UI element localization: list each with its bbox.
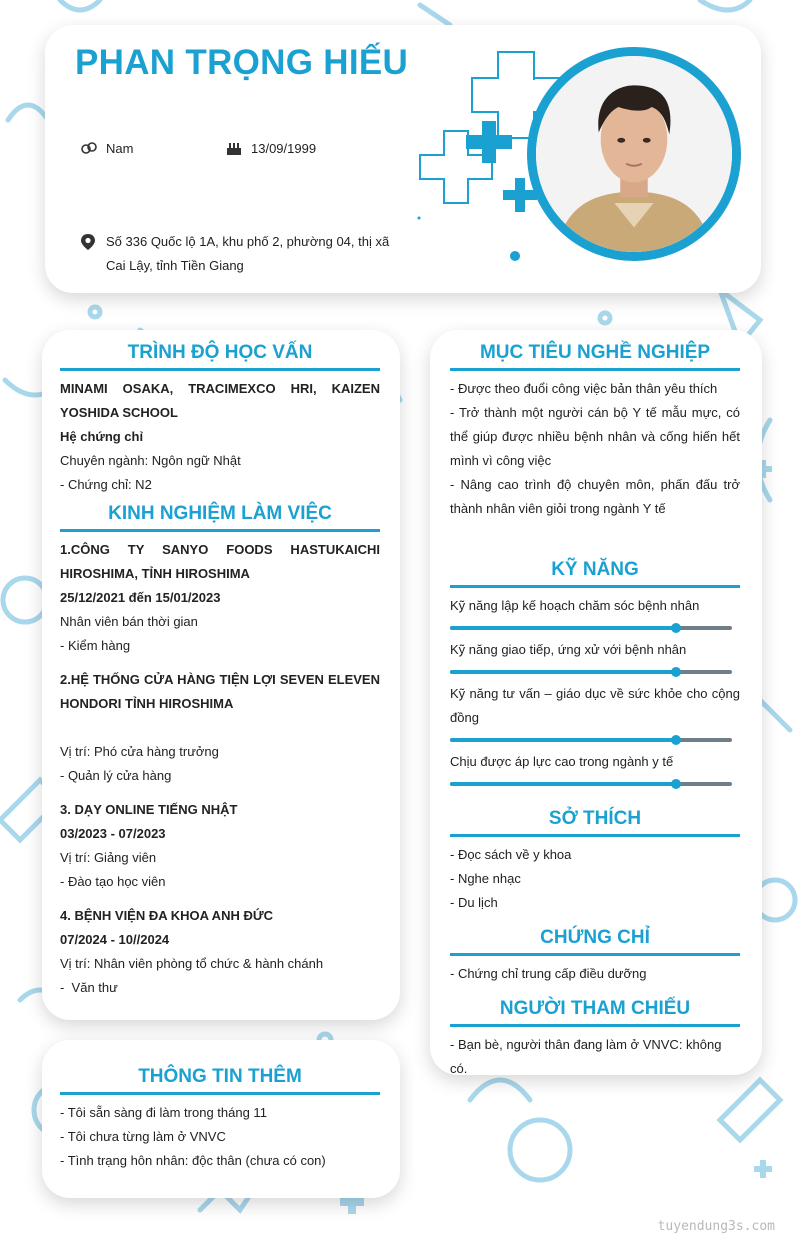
job-period: 07/2024 - 10//2024: [60, 932, 170, 947]
skill-label: Kỹ năng giao tiếp, ứng xử với bệnh nhân: [450, 642, 687, 657]
skill-bar: [450, 738, 732, 742]
skill-bar-fill: [450, 738, 676, 742]
job-item-2: [60, 668, 380, 788]
job-period: 03/2023 - 07/2023: [60, 826, 166, 841]
education-certificate: - Chứng chỉ: N2: [60, 477, 152, 492]
certificates-title: CHỨNG CHỈ: [450, 927, 740, 956]
location-pin-icon: [80, 233, 98, 278]
address-value: Số 336 Quốc lộ 1A, khu phố 2, phường 04, thị xã Cai Lậy, tỉnh Tiền Giang: [106, 234, 390, 273]
gender-icon: [80, 139, 98, 157]
experience-title: KINH NGHIỆM LÀM VIỆC: [60, 503, 380, 532]
objective-item: - Trở thành một người cán bộ Y tế mẫu mực, có thể giúp được nhiều bệnh nhân và cống hiến hết mình vì công việc: [450, 405, 740, 468]
references-title: NGƯỜI THAM CHIẾU: [450, 998, 740, 1027]
skill-label: Chịu được áp lực cao trong ngành y tế: [450, 754, 674, 769]
reference-item: - Bạn bè, người thân đang làm ở VNVC: không có.: [450, 1037, 722, 1076]
right-column-content: [450, 342, 740, 1081]
education-major: Chuyên ngành: Ngôn ngữ Nhật: [60, 453, 241, 468]
job-position: Vị trí: Phó cửa hàng trưởng: [60, 744, 219, 759]
skill-bar-handle: [671, 735, 681, 745]
gender-value: Nam: [106, 140, 134, 156]
extra-info-title: THÔNG TIN THÊM: [60, 1066, 380, 1095]
objective-item: - Được theo đuổi công việc bản thân yêu thích: [450, 381, 718, 396]
hobbies-title: SỞ THÍCH: [450, 808, 740, 837]
extra-info-card: [42, 1040, 400, 1198]
job-period: [60, 716, 380, 740]
skill-bar: [450, 782, 732, 786]
hobby-item: - Du lịch: [450, 895, 498, 910]
skill-item: [450, 750, 740, 786]
job-company: 1.CÔNG TY SANYO FOODS HASTUKAICHI HIROSHIMA, TỈNH HIROSHIMA: [60, 542, 380, 581]
objective-title: MỤC TIÊU NGHỀ NGHIỆP: [450, 342, 740, 371]
job-position: Vị trí: Giảng viên: [60, 850, 157, 865]
education-school: MINAMI OSAKA, TRACIMEXCO HRI, KAIZEN YOSHIDA SCHOOL: [60, 381, 380, 420]
skill-bar-handle: [671, 667, 681, 677]
birthdate-value: 13/09/1999: [251, 140, 317, 156]
skill-bar-fill: [450, 670, 676, 674]
skill-bar: [450, 626, 732, 630]
objective-item: - Nâng cao trình độ chuyên môn, phấn đấu trở thành nhân viên giỏi trong ngành Y tế: [450, 477, 740, 516]
job-duty: - Đào tạo học viên: [60, 874, 166, 889]
decoration-dot: [510, 251, 520, 261]
skill-bar-fill: [450, 626, 676, 630]
extra-info-item: - Tình trạng hôn nhân: độc thân (chưa có con): [60, 1153, 326, 1168]
profile-photo: [527, 47, 741, 261]
candidate-name: PHAN TRỌNG HIẾU: [75, 43, 409, 82]
job-company: 3. DẠY ONLINE TIẾNG NHẬT: [60, 802, 238, 817]
portrait-illustration: [536, 56, 732, 252]
gender-row: [80, 139, 133, 157]
header-card: [45, 25, 761, 293]
job-duty: - Kiểm hàng: [60, 638, 131, 653]
job-duty: - Văn thư: [60, 980, 118, 995]
education-system: Hệ chứng chỉ: [60, 429, 144, 444]
left-column-card: [42, 330, 400, 1020]
skill-item: [450, 594, 740, 630]
skill-bar-fill: [450, 782, 676, 786]
job-item-4: [60, 904, 380, 1000]
birthday-cake-icon: [225, 139, 243, 157]
extra-info-item: - Tôi sẵn sàng đi làm trong tháng 11: [60, 1105, 267, 1120]
skill-item: [450, 638, 740, 674]
extra-info-content: [60, 1066, 380, 1173]
skill-label: Kỹ năng lập kế hoạch chăm sóc bệnh nhân: [450, 598, 700, 613]
job-company: 2.HỆ THỐNG CỬA HÀNG TIỆN LỢI SEVEN ELEVEN HONDORI TỈNH HIROSHIMA: [60, 672, 380, 711]
skill-bar-handle: [671, 779, 681, 789]
skill-label: Kỹ năng tư vấn – giáo dục về sức khỏe cho cộng đồng: [450, 686, 740, 725]
job-item-3: [60, 798, 380, 894]
skill-item: [450, 682, 740, 742]
job-company: 4. BỆNH VIỆN ĐA KHOA ANH ĐỨC: [60, 908, 274, 923]
address-row: [80, 230, 410, 278]
skills-list: [450, 594, 740, 786]
right-column-card: [430, 330, 762, 1075]
left-column-content: [60, 342, 380, 1000]
job-position: Vị trí: Nhân viên phòng tổ chức & hành chánh: [60, 956, 324, 971]
job-item-1: [60, 538, 380, 658]
hobby-item: - Nghe nhạc: [450, 871, 521, 886]
job-duty: - Quản lý cửa hàng: [60, 768, 172, 783]
certificate-item: - Chứng chỉ trung cấp điều dưỡng: [450, 966, 647, 981]
hobby-item: - Đọc sách về y khoa: [450, 847, 572, 862]
watermark: tuyendung3s.com: [657, 1219, 775, 1234]
job-position: Nhân viên bán thời gian: [60, 614, 198, 629]
education-title: TRÌNH ĐỘ HỌC VẤN: [60, 342, 380, 371]
skill-bar: [450, 670, 732, 674]
skill-bar-handle: [671, 623, 681, 633]
extra-info-item: - Tôi chưa từng làm ở VNVC: [60, 1129, 226, 1144]
skills-title: KỸ NĂNG: [450, 559, 740, 588]
job-period: 25/12/2021 đến 15/01/2023: [60, 590, 221, 605]
birthdate-row: [225, 139, 316, 157]
